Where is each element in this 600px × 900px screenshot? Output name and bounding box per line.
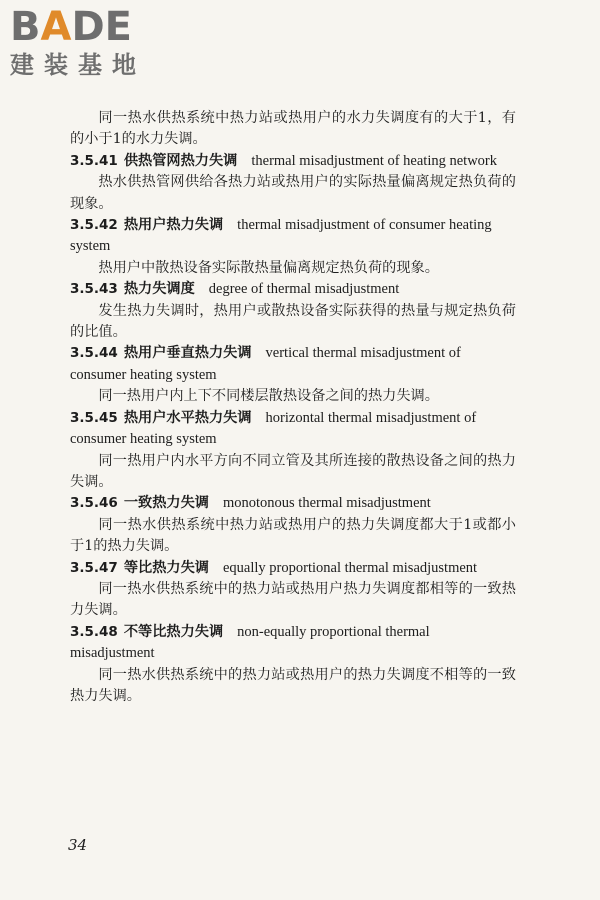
entry-definition: 同一热水供热系统中热力站或热用户的热力失调度都大于1或都小于1的热力失调。 bbox=[70, 516, 516, 555]
entry-number: 3.5.47 bbox=[70, 559, 118, 576]
entry-term-english: monotonous thermal misadjustment bbox=[222, 495, 431, 512]
entry-term-chinese: 热用户垂直热力失调 bbox=[123, 345, 252, 362]
entry-term-english: thermal misadjustment of heating network bbox=[251, 152, 497, 169]
entry-term-chinese: 不等比热力失调 bbox=[123, 623, 224, 640]
entry-heading bbox=[70, 279, 516, 300]
page-number: 34 bbox=[68, 836, 88, 854]
entry-heading bbox=[70, 343, 516, 386]
entry-heading bbox=[70, 215, 516, 258]
entry-term-english: thermal misadjustment of consumer heating system bbox=[70, 217, 492, 255]
entry-list bbox=[70, 151, 516, 708]
entry-heading bbox=[70, 493, 516, 514]
entry-number: 3.5.48 bbox=[70, 623, 118, 640]
logo-chinese: 建装基地 bbox=[10, 51, 146, 79]
entry-term-english: horizontal thermal misadjustment of consumer heating system bbox=[70, 409, 477, 448]
entry-definition: 同一热用户内水平方向不同立管及其所连接的散热设备之间的热力失调。 bbox=[70, 452, 516, 490]
entry-definition: 同一热用户内上下不同楼层散热设备之间的热力失调。 bbox=[98, 388, 439, 405]
entry-term-chinese: 供热管网热力失调 bbox=[123, 152, 238, 169]
entry-definition: 热用户中散热设备实际散热量偏离规定热负荷的现象。 bbox=[98, 259, 439, 276]
logo bbox=[10, 6, 146, 80]
entry-definition: 热水供热管网供给各热力站或热用户的实际热量偏离规定热负荷的现象。 bbox=[70, 174, 516, 212]
entry-term-english: equally proportional thermal misadjustment bbox=[222, 559, 478, 576]
entry-number: 3.5.44 bbox=[70, 345, 118, 362]
entry-number: 3.5.45 bbox=[70, 409, 118, 426]
document-body bbox=[70, 108, 516, 707]
entry-term-chinese: 热用户水平热力失调 bbox=[123, 409, 252, 426]
entry-term-chinese: 热力失调度 bbox=[123, 281, 195, 298]
entry-term-chinese: 等比热力失调 bbox=[123, 559, 209, 576]
entry-term-english: non-equally proportional thermal misadjustment bbox=[70, 623, 430, 662]
entry-heading bbox=[70, 622, 516, 665]
entry-term-english: vertical thermal misadjustment of consumer heating system bbox=[70, 345, 461, 383]
intro-paragraph: 同一热水供热系统中热力站或热用户的水力失调度有的大于1，有的小于1的水力失调。 bbox=[70, 110, 516, 148]
entry-definition: 同一热水供热系统中的热力站或热用户热力失调度都相等的一致热力失调。 bbox=[70, 580, 516, 619]
entry-heading bbox=[70, 408, 516, 451]
entry-definition: 发生热力失调时，热用户或散热设备实际获得的热量与规定热负荷的比值。 bbox=[70, 302, 516, 341]
entry-heading bbox=[70, 151, 516, 172]
entry-term-chinese: 热用户热力失调 bbox=[123, 217, 224, 234]
entry-number: 3.5.46 bbox=[70, 495, 118, 512]
entry-term-chinese: 一致热力失调 bbox=[123, 495, 209, 512]
entry-number: 3.5.43 bbox=[70, 281, 118, 298]
entry-term-english: degree of thermal misadjustment bbox=[208, 281, 400, 298]
entry-number: 3.5.41 bbox=[70, 152, 118, 169]
entry-heading bbox=[70, 558, 516, 579]
logo-wordmark: BADE bbox=[10, 4, 132, 50]
entry-definition: 同一热水供热系统中的热力站或热用户的热力失调度不相等的一致热力失调。 bbox=[70, 666, 516, 704]
entry-number: 3.5.42 bbox=[70, 217, 118, 234]
